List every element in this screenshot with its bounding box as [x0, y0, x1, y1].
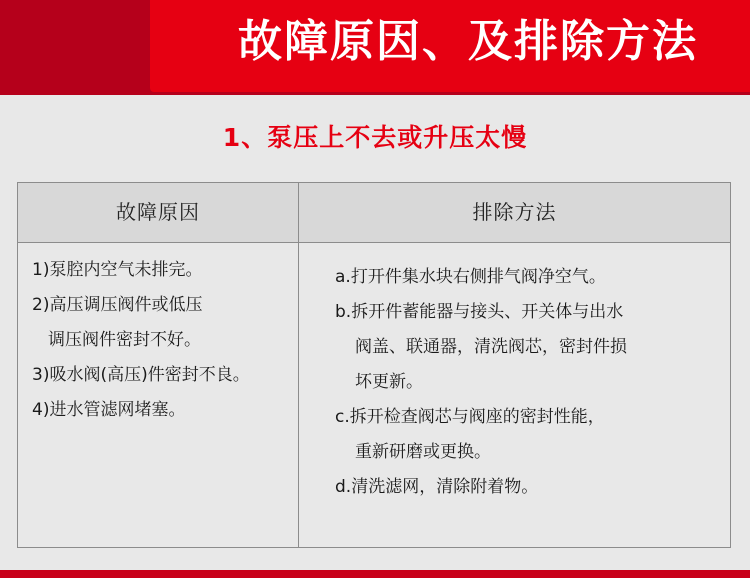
remedy-item-continued: 阀盖、联通器，清洗阀芯，密封件损 [355, 337, 627, 357]
remedy-item: d.清洗滤网，清除附着物。 [335, 477, 539, 497]
bottom-bar [0, 570, 750, 578]
remedy-item: c.拆开检查阀芯与阀座的密封性能， [335, 407, 605, 427]
section-title: 1、泵压上不去或升压太慢 [222, 123, 528, 152]
remedy-item: a.打开件集水块右侧排气阀净空气。 [335, 267, 606, 287]
remedy-item: b.拆开件蓄能器与接头、开关体与出水 [335, 302, 624, 322]
troubleshooting-table [17, 182, 731, 548]
cause-item-continued: 调压阀件密封不好。 [48, 330, 201, 350]
page-title: 故障原因、及排除方法 [238, 16, 698, 67]
column-header-causes: 故障原因 [116, 200, 200, 224]
remedies-column [335, 243, 727, 505]
cause-item: 4)进水管滤网堵塞。 [32, 400, 186, 420]
column-header-remedies: 排除方法 [472, 200, 557, 224]
header-bar [0, 0, 750, 95]
cause-item: 1)泵腔内空气未排完。 [32, 260, 203, 280]
remedy-item-continued: 坏更新。 [355, 372, 423, 392]
cause-item: 3)吸水阀(高压)件密封不良。 [32, 365, 250, 385]
causes-column [32, 243, 294, 428]
cause-item: 2)高压调压阀件或低压 [32, 295, 203, 315]
header-title-tab [150, 0, 750, 92]
remedy-item-continued: 重新研磨或更换。 [355, 442, 491, 462]
